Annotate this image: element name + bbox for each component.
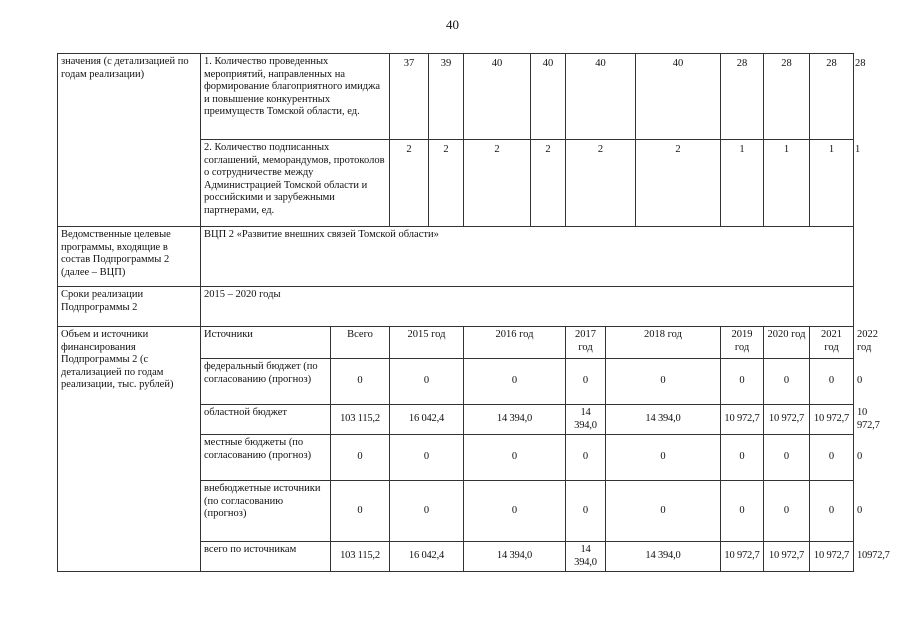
financing-value: 0: [331, 435, 390, 481]
financing-value: 0: [606, 481, 721, 542]
financing-value: 0: [390, 359, 464, 405]
financing-value: 0: [810, 481, 854, 542]
financing-value: 0: [721, 481, 764, 542]
financing-value: 16 042,4: [390, 405, 464, 435]
financing-source: всего по источникам: [201, 542, 331, 572]
financing-row: областной бюджет 103 115,2 16 042,4 14 394,0 14 394,0 14 394,0 10 972,7 10 972,7 10 972,7 10 972,7: [58, 405, 854, 435]
indicator-1-text: 1. Количество проведенных мероприятий, направленных на формирование благоприятного имиджа и повышение конкурентных преимуществ Томской области, ед.: [201, 54, 390, 140]
financing-value: 14 394,0: [464, 542, 566, 572]
financing-value: 10 972,7: [721, 405, 764, 435]
indicator-value: 2: [636, 140, 721, 227]
indicator-value: 2: [464, 140, 531, 227]
column-header: Всего: [331, 327, 390, 359]
financing-value: 0: [390, 481, 464, 542]
indicator-value: 2: [390, 140, 429, 227]
indicator-value: 40: [636, 54, 721, 140]
indicator-value: 40: [531, 54, 566, 140]
financing-value: 103 115,2: [331, 405, 390, 435]
financing-value: 0: [764, 481, 810, 542]
financing-source: местные бюджеты (по согласованию (прогноз): [201, 435, 331, 481]
financing-value: 14 394,0: [464, 405, 566, 435]
financing-value: 10 972,7: [810, 405, 854, 435]
indicator-value: 1: [764, 140, 810, 227]
vcp-label: Ведомственные целевые программы, входящие в состав Подпрограммы 2 (далее – ВЦП): [58, 227, 201, 287]
financing-value: 10 972,7: [721, 542, 764, 572]
financing-source: внебюджетные источники (по согласованию (прогноз): [201, 481, 331, 542]
column-header: 2019 год: [721, 327, 764, 359]
vcp-row: [58, 227, 854, 287]
financing-value: 0: [566, 481, 606, 542]
financing-value: 14 394,0: [606, 405, 721, 435]
financing-header-row: Объем и источники финансирования Подпрограммы 2 (с детализацией по годам реализации, тыс. рублей) Источники Всего 2015 год 2016 год 2017 год 2018 год 2019 год 2020 год 2021 год 2022 год: [58, 327, 854, 359]
financing-value: 0: [606, 435, 721, 481]
financing-value: 0: [721, 435, 764, 481]
indicator-value: 40: [566, 54, 636, 140]
financing-value: 0: [810, 435, 854, 481]
financing-value: 10 972,7: [764, 405, 810, 435]
column-header: 2016 год: [464, 327, 566, 359]
financing-value: 103 115,2: [331, 542, 390, 572]
terms-row: [58, 287, 854, 327]
financing-row: внебюджетные источники (по согласованию (прогноз) 0 0 0 0 0 0 0 0 0: [58, 481, 854, 542]
indicator-value: 28: [810, 54, 854, 140]
financing-value: 16 042,4: [390, 542, 464, 572]
column-header: 2015 год: [390, 327, 464, 359]
financing-value: 0: [566, 435, 606, 481]
financing-value: 0: [331, 359, 390, 405]
indicator-value: 2: [531, 140, 566, 227]
financing-value: 14 394,0: [566, 405, 606, 435]
financing-source: федеральный бюджет (по согласованию (прогноз): [201, 359, 331, 405]
vcp-value: ВЦП 2 «Развитие внешних связей Томской области»: [201, 227, 854, 287]
financing-value: 0: [390, 435, 464, 481]
subprogram-passport-table: [57, 53, 890, 572]
indicator-value: 40: [464, 54, 531, 140]
column-header: 2021 год: [810, 327, 854, 359]
financing-value: 14 394,0: [606, 542, 721, 572]
terms-value: 2015 – 2020 годы: [201, 287, 854, 327]
indicator-value: 28: [764, 54, 810, 140]
financing-value: 0: [606, 359, 721, 405]
financing-value: 0: [566, 359, 606, 405]
financing-value: 0: [464, 481, 566, 542]
indicator-2-text: 2. Количество подписанных соглашений, меморандумов, протоколов о сотрудничестве между Администрацией Томской области и российскими и зарубежными партнерами, ед.: [201, 140, 390, 227]
financing-row: местные бюджеты (по согласованию (прогноз) 0 0 0 0 0 0 0 0 0: [58, 435, 854, 481]
column-header: Источники: [201, 327, 331, 359]
financing-value: 14 394,0: [566, 542, 606, 572]
financing-label: Объем и источники финансирования Подпрограммы 2 (с детализацией по годам реализации, тыс. рублей): [58, 327, 201, 572]
financing-value: 10 972,7: [810, 542, 854, 572]
column-header: 2018 год: [606, 327, 721, 359]
indicator-value: 28: [721, 54, 764, 140]
financing-value: 0: [810, 359, 854, 405]
indicator-row-1: значения (с детализацией по годам реализации) 1. Количество проведенных мероприятий, направленных на формирование благоприятного имиджа и повышение конкурентных преимуществ Томской области, ед. 37 39 40 40 40 40 28 28 28 28: [58, 54, 854, 140]
indicators-label: значения (с детализацией по годам реализации): [58, 54, 201, 227]
financing-source: областной бюджет: [201, 405, 331, 435]
financing-value: 0: [764, 435, 810, 481]
financing-value: 0: [464, 435, 566, 481]
indicator-value: 39: [429, 54, 464, 140]
financing-value: 0: [331, 481, 390, 542]
financing-row: федеральный бюджет (по согласованию (прогноз) 0 0 0 0 0 0 0 0 0: [58, 359, 854, 405]
column-header: 2020 год: [764, 327, 810, 359]
indicator-value: 1: [810, 140, 854, 227]
indicator-value: 2: [566, 140, 636, 227]
financing-row: всего по источникам 103 115,2 16 042,4 14 394,0 14 394,0 14 394,0 10 972,7 10 972,7 10 972,7 10972,7: [58, 542, 854, 572]
financing-value: 0: [464, 359, 566, 405]
indicator-row-2: 2. Количество подписанных соглашений, меморандумов, протоколов о сотрудничестве между Администрацией Томской области и российскими и зарубежными партнерами, ед. 2 2 2 2 2 2 1 1 1 1: [58, 140, 854, 227]
column-header: 2017 год: [566, 327, 606, 359]
financing-value: 10 972,7: [764, 542, 810, 572]
indicator-value: 37: [390, 54, 429, 140]
indicator-value: 2: [429, 140, 464, 227]
terms-label: Сроки реализации Подпрограммы 2: [58, 287, 201, 327]
page-number: 40: [446, 17, 459, 32]
financing-value: 0: [721, 359, 764, 405]
indicator-value: 1: [721, 140, 764, 227]
financing-value: 0: [764, 359, 810, 405]
